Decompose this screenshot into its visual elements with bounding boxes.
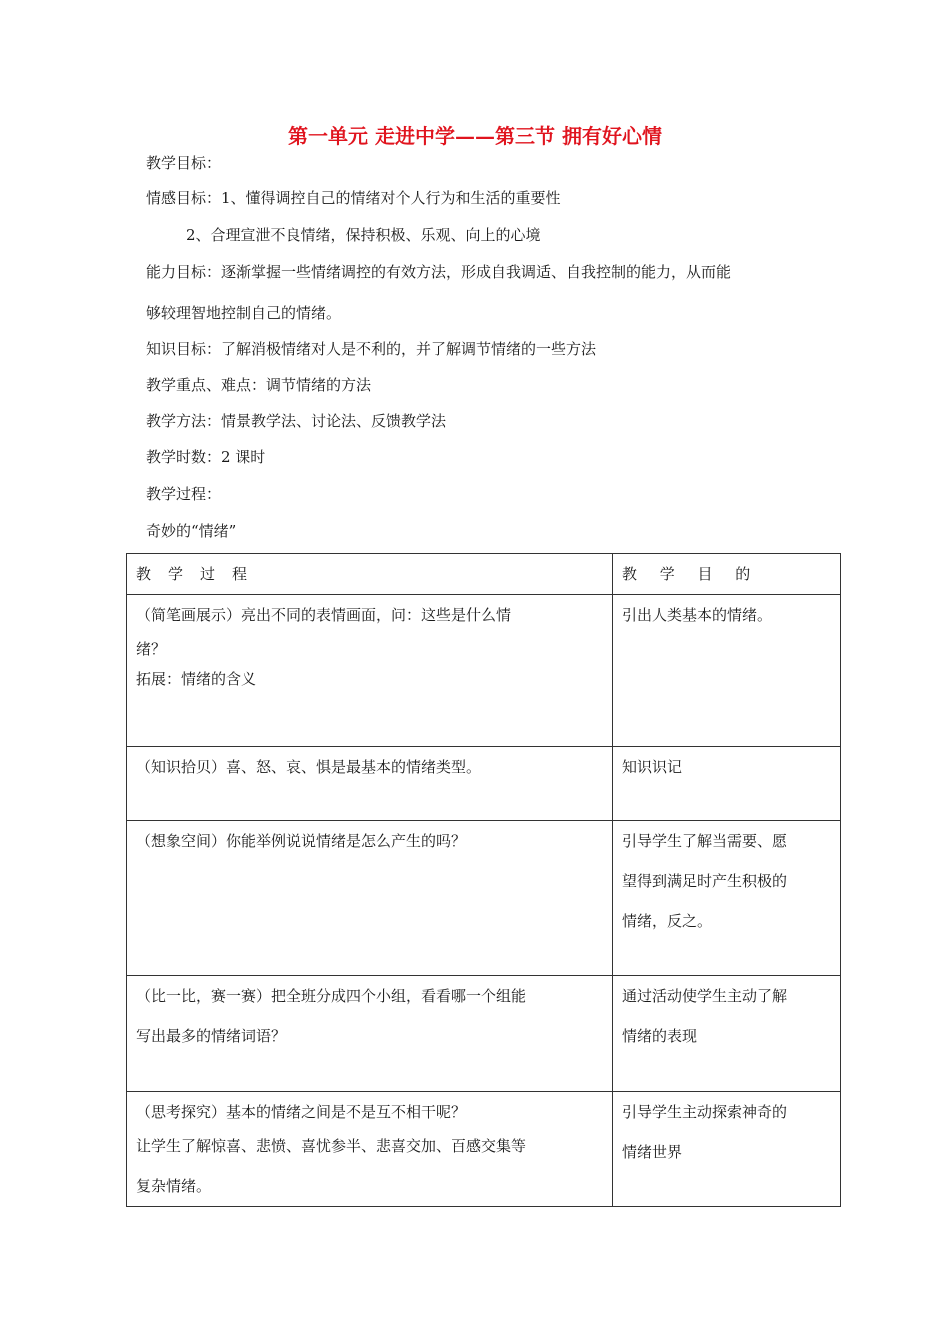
cell-line: 引出人类基本的情绪。 <box>622 606 773 624</box>
process-cell <box>127 747 613 821</box>
key-points: 教学重点、难点：调节情绪的方法 <box>146 376 372 394</box>
knowledge-goal: 知识目标：了解消极情绪对人是不利的，并了解调节情绪的一些方法 <box>146 340 597 358</box>
table-row <box>127 595 841 747</box>
cell-line: 情绪世界 <box>622 1143 683 1161</box>
ability-goal-line-2: 够较理智地控制自己的情绪。 <box>146 304 342 322</box>
cell-line: 通过活动使学生主动了解 <box>622 987 788 1005</box>
cell-line: 引导学生了解当需要、愿 <box>622 832 788 850</box>
cell-line: 写出最多的情绪词语？ <box>136 1027 287 1045</box>
cell-line: （思考探究）基本的情绪之间是不是互不相干呢？ <box>136 1103 467 1121</box>
goal-cell <box>613 976 841 1092</box>
teaching-goals-heading: 教学目标： <box>146 154 222 172</box>
table-row <box>127 1092 841 1207</box>
cell-line: （知识拾贝）喜、怒、哀、惧是最基本的情绪类型。 <box>136 758 482 776</box>
process-cell <box>127 976 613 1092</box>
cell-line: （想象空间）你能举例说说情绪是怎么产生的吗？ <box>136 832 467 850</box>
header-goal-label: 教 学 目 的 <box>622 565 752 583</box>
cell-line: 拓展：情绪的含义 <box>136 670 257 688</box>
cell-line: （比一比，赛一赛）把全班分成四个小组，看看哪一个组能 <box>136 987 527 1005</box>
lesson-table <box>126 553 841 1207</box>
goal-cell <box>613 1092 841 1207</box>
cell-line: 知识识记 <box>622 758 683 776</box>
process-cell <box>127 595 613 747</box>
section-heading: 奇妙的“情绪” <box>146 522 237 540</box>
teaching-methods: 教学方法：情景教学法、讨论法、反馈教学法 <box>146 412 447 430</box>
ability-goal-line-1: 能力目标：逐渐掌握一些情绪调控的有效方法，形成自我调适、自我控制的能力，从而能 <box>146 263 732 281</box>
teaching-process-heading: 教学过程： <box>146 485 222 503</box>
cell-line: 绪？ <box>136 640 167 658</box>
cell-line: 情绪的表现 <box>622 1027 698 1045</box>
document-title: 第一单元 走进中学——第三节 拥有好心情 <box>288 124 662 148</box>
cell-line: 情绪，反之。 <box>622 912 713 930</box>
header-process <box>127 554 613 595</box>
cell-line: 引导学生主动探索神奇的 <box>622 1103 788 1121</box>
cell-line: （简笔画展示）亮出不同的表情画面，问：这些是什么情 <box>136 606 512 624</box>
emotion-goal-2: 2、合理宣泄不良情绪，保持积极、乐观、向上的心境 <box>186 226 541 244</box>
goal-cell <box>613 821 841 976</box>
emotion-goal-1: 情感目标：1、懂得调控自己的情绪对个人行为和生活的重要性 <box>146 189 561 207</box>
table-row <box>127 747 841 821</box>
table-header-row <box>127 554 841 595</box>
header-goal <box>613 554 841 595</box>
goal-cell <box>613 747 841 821</box>
process-cell <box>127 1092 613 1207</box>
process-cell <box>127 821 613 976</box>
table-row <box>127 821 841 976</box>
header-process-label: 教 学 过 程 <box>136 565 249 583</box>
table-row <box>127 976 841 1092</box>
teaching-hours: 教学时数：2 课时 <box>146 448 266 466</box>
cell-line: 望得到满足时产生积极的 <box>622 872 788 890</box>
goal-cell <box>613 595 841 747</box>
cell-line: 复杂情绪。 <box>136 1177 212 1195</box>
cell-line: 让学生了解惊喜、悲愤、喜忧参半、悲喜交加、百感交集等 <box>136 1137 527 1155</box>
